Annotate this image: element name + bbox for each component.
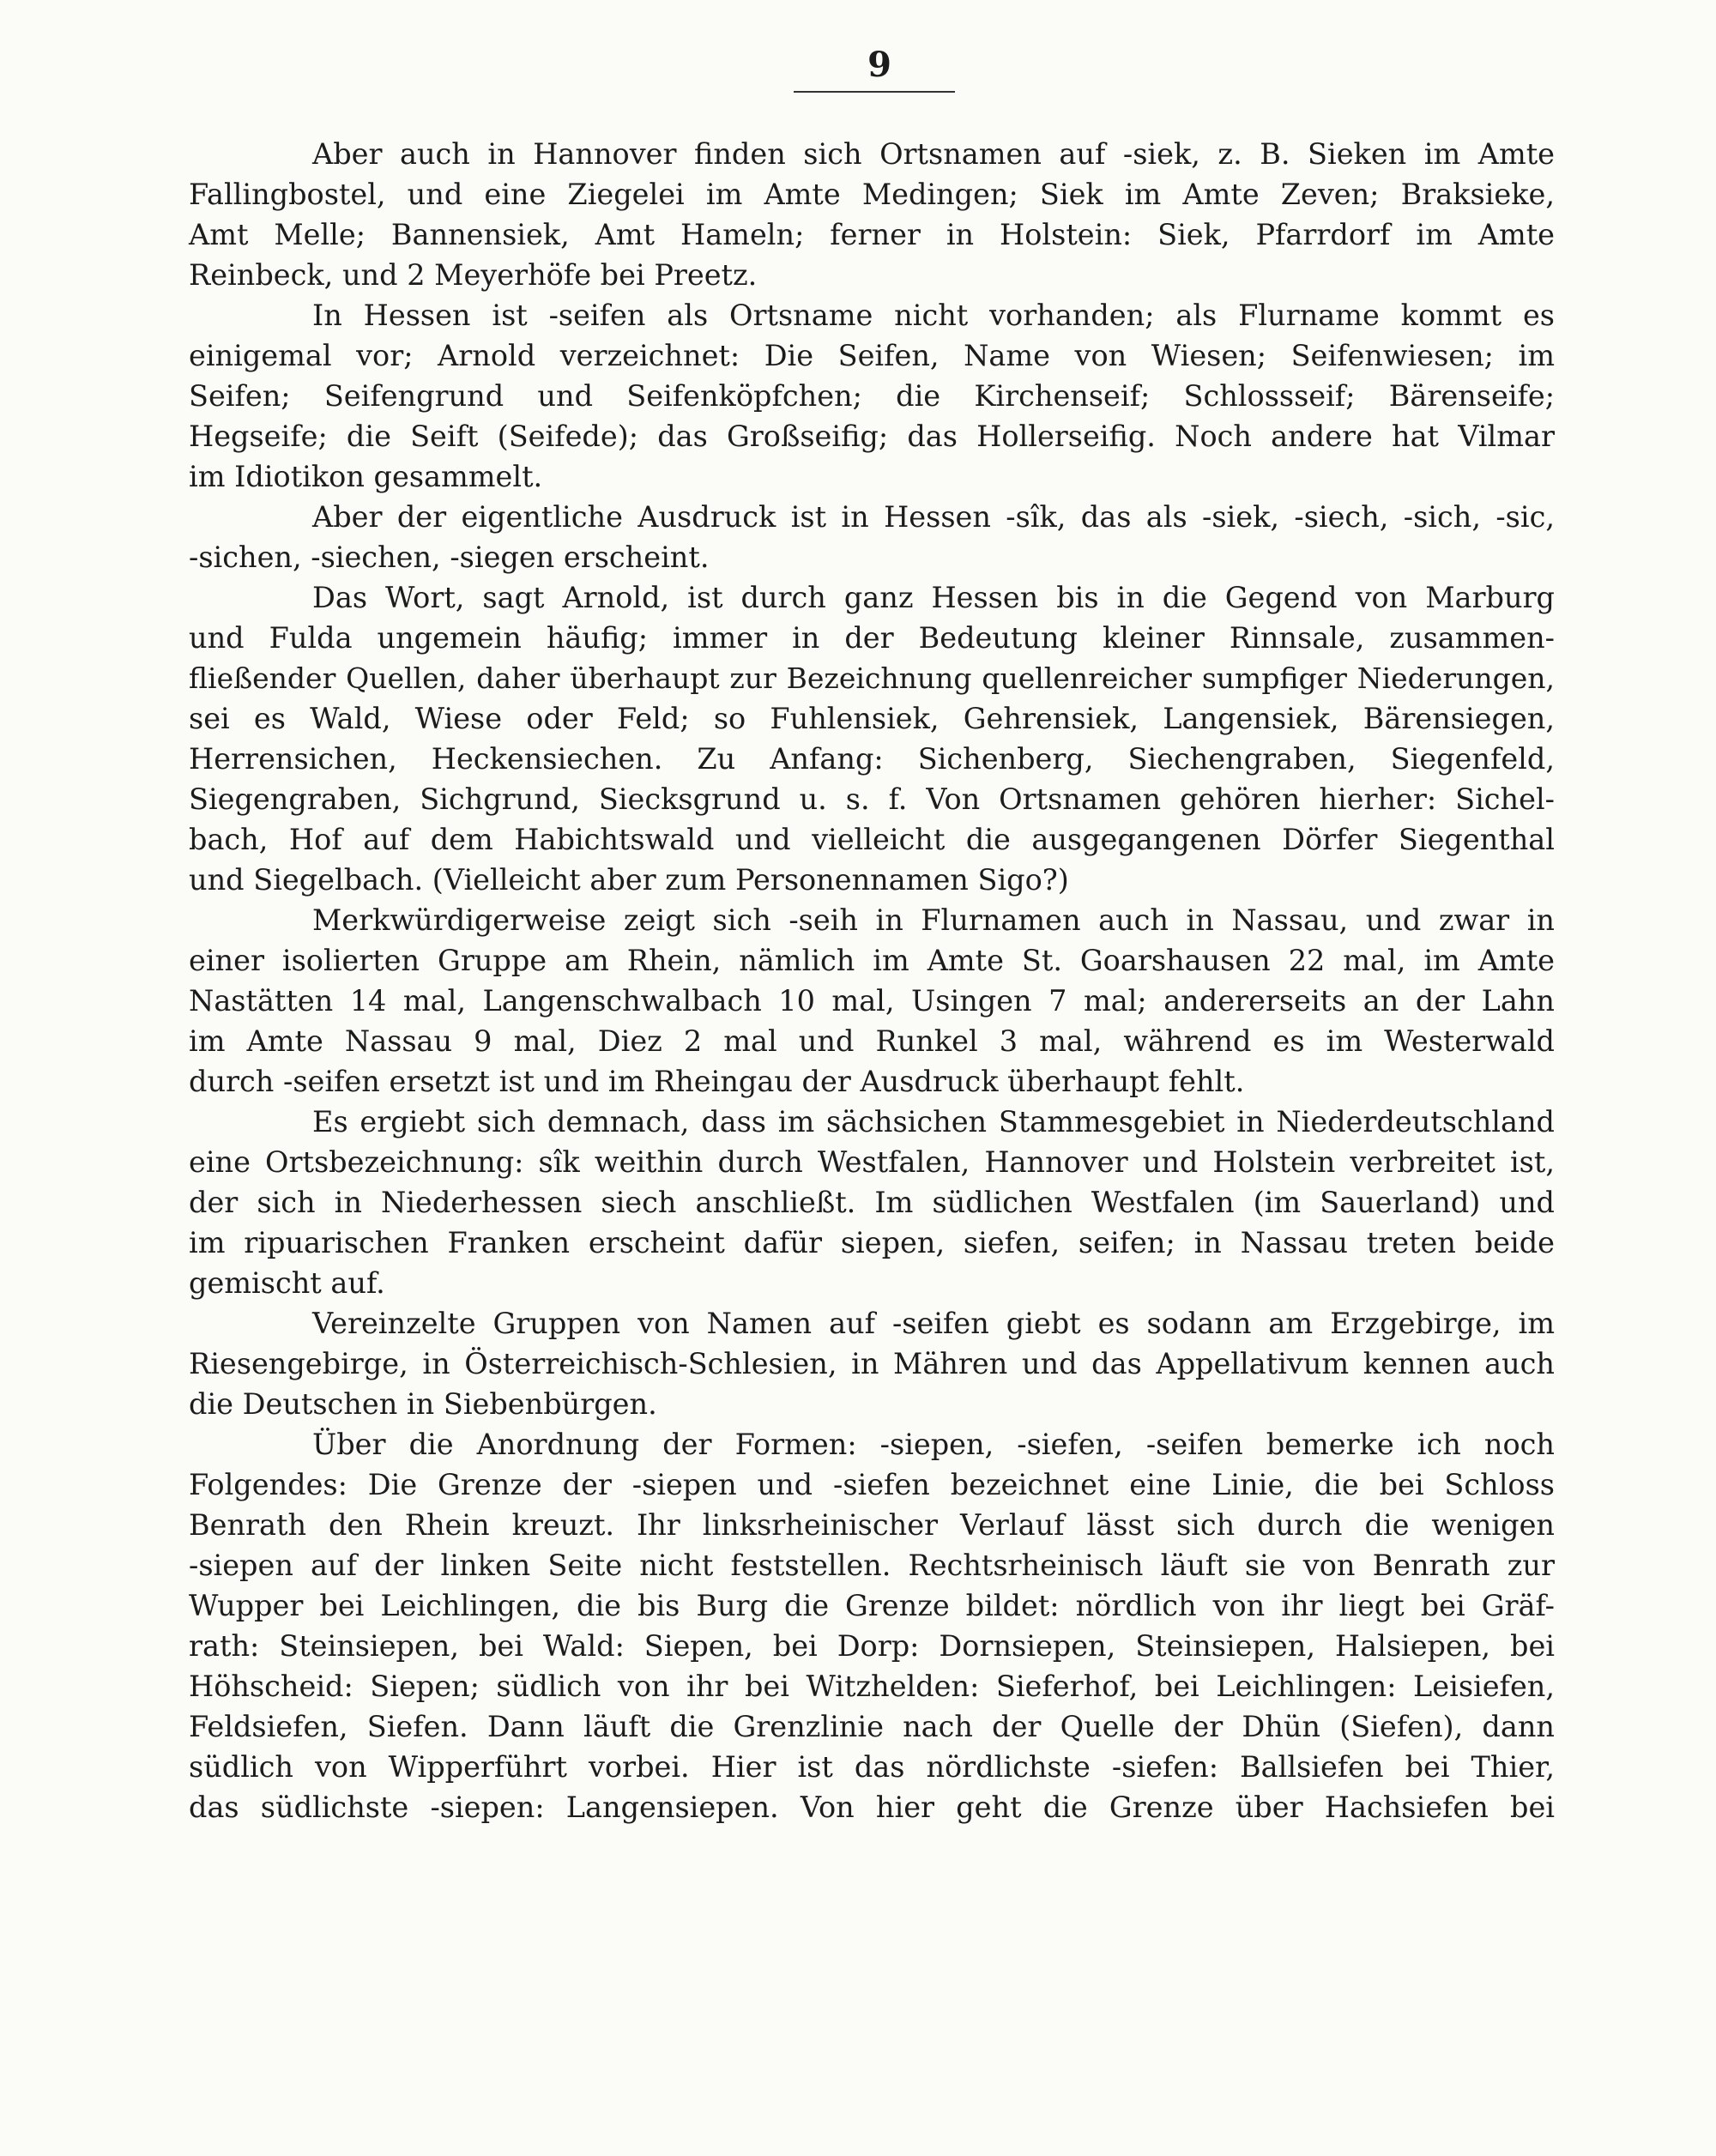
body-text <box>189 134 1555 1827</box>
text-line: Aber der eigentliche Ausdruck ist in Hessen -sîk, das als -siek, -siech, -sich, -sic, <box>312 500 1555 534</box>
text-line: Feldsiefen, Siefen. Dann läuft die Grenzlinie nach der Quelle der Dhün (Siefen), dann <box>189 1710 1555 1743</box>
text-line: südlich von Wipperführt vorbei. Hier ist das nördlichste -siefen: Ballsiefen bei Thier, <box>189 1750 1555 1784</box>
text-line: -sichen, -siechen, -siegen erscheint. <box>189 541 710 574</box>
text-line: der sich in Niederhessen siech anschließt. Im südlichen Westfalen (im Sauerland) und <box>189 1186 1555 1219</box>
text-line: Folgendes: Die Grenze der -siepen und -siefen bezeichnet eine Linie, die bei Schloss <box>189 1468 1555 1501</box>
text-line: Siegengraben, Sichgrund, Siecksgrund u. s. f. Von Ortsnamen gehören hierher: Sichel- <box>189 782 1555 816</box>
text-line: und Fulda ungemein häufig; immer in der Bedeutung kleiner Rinnsale, zusammen- <box>189 621 1555 655</box>
text-line: Seifen; Seifengrund und Seifenköpfchen; die Kirchenseif; Schlossseif; Bärenseife; <box>189 379 1555 413</box>
text-line: durch -seifen ersetzt ist und im Rheingau der Ausdruck überhaupt fehlt. <box>189 1065 1245 1098</box>
text-line: Es ergiebt sich demnach, dass im sächsichen Stammesgebiet in Niederdeutschland <box>312 1105 1555 1138</box>
text-line: im ripuarischen Franken erscheint dafür siepen, siefen, seifen; in Nassau treten beide <box>189 1226 1555 1259</box>
page-number: 9 <box>867 45 891 85</box>
text-line: das südlichste -siepen: Langensiepen. Von hier geht die Grenze über Hachsiefen bei <box>189 1791 1555 1824</box>
text-line: Merkwürdigerweise zeigt sich -seih in Flurnamen auch in Nassau, und zwar in <box>312 903 1555 937</box>
text-line: Das Wort, sagt Arnold, ist durch ganz Hessen bis in die Gegend von Marburg <box>312 581 1555 614</box>
text-line: -siepen auf der linken Seite nicht feststellen. Rechtsrheinisch läuft sie von Benrath zur <box>189 1549 1555 1582</box>
text-line: einer isolierten Gruppe am Rhein, nämlich im Amte St. Goarshausen 22 mal, im Amte <box>189 944 1555 977</box>
text-line: Aber auch in Hannover finden sich Ortsnamen auf -siek, z. B. Sieken im Amte <box>312 137 1555 171</box>
text-line: Fallingbostel, und eine Ziegelei im Amte Medingen; Siek im Amte Zeven; Braksieke, <box>189 178 1555 211</box>
text-line: einigemal vor; Arnold verzeichnet: Die Seifen, Name von Wiesen; Seifenwiesen; im <box>189 339 1555 372</box>
text-line: Hegseife; die Seift (Seifede); das Großseifig; das Hollerseifig. Noch andere hat Vilmar <box>189 420 1555 453</box>
text-line: und Siegelbach. (Vielleicht aber zum Personennamen Sigo?) <box>189 863 1069 897</box>
text-line: bach, Hof auf dem Habichtswald und vielleicht die ausgegangenen Dörfer Siegenthal <box>189 823 1555 856</box>
text-line: Reinbeck, und 2 Meyerhöfe bei Preetz. <box>189 258 758 292</box>
text-line: Über die Anordnung der Formen: -siepen, -siefen, -seifen bemerke ich noch <box>312 1428 1555 1461</box>
text-line: Benrath den Rhein kreuzt. Ihr linksrheinischer Verlauf lässt sich durch die wenigen <box>189 1508 1555 1542</box>
text-line: Höhscheid: Siepen; südlich von ihr bei Witzhelden: Sieferhof, bei Leichlingen: Leisiefen, <box>189 1670 1555 1703</box>
page-number-rule <box>794 91 955 93</box>
text-line: im Idiotikon gesammelt. <box>189 460 543 493</box>
text-line: rath: Steinsiepen, bei Wald: Siepen, bei Dorp: Dornsiepen, Steinsiepen, Halsiepen, bei <box>189 1629 1555 1663</box>
text-line: im Amte Nassau 9 mal, Diez 2 mal und Runkel 3 mal, während es im Westerwald <box>189 1024 1555 1058</box>
text-line: Riesengebirge, in Österreichisch-Schlesien, in Mähren und das Appellativum kennen auch <box>189 1347 1555 1380</box>
text-line: Amt Melle; Bannensiek, Amt Hameln; ferner in Holstein: Siek, Pfarrdorf im Amte <box>189 218 1555 251</box>
text-line: gemischt auf. <box>189 1266 385 1300</box>
text-line: Vereinzelte Gruppen von Namen auf -seifen giebt es sodann am Erzgebirge, im <box>312 1307 1555 1340</box>
text-line: Herrensichen, Heckensiechen. Zu Anfang: Sichenberg, Siechengraben, Siegenfeld, <box>189 742 1555 776</box>
text-line: sei es Wald, Wiese oder Feld; so Fuhlensiek, Gehrensiek, Langensiek, Bärensiegen, <box>189 702 1555 735</box>
text-line: die Deutschen in Siebenbürgen. <box>189 1387 657 1421</box>
text-line: eine Ortsbezeichnung: sîk weithin durch Westfalen, Hannover und Holstein verbreitet ist, <box>189 1145 1555 1179</box>
text-line: fließender Quellen, daher überhaupt zur Bezeichnung quellenreicher sumpfiger Niederungen, <box>189 661 1555 695</box>
text-line: Nastätten 14 mal, Langenschwalbach 10 mal, Usingen 7 mal; andererseits an der Lahn <box>189 984 1555 1018</box>
text-line: Wupper bei Leichlingen, die bis Burg die Grenze bildet: nördlich von ihr liegt bei Gräf- <box>189 1589 1555 1622</box>
text-line: In Hessen ist -seifen als Ortsname nicht vorhanden; als Flurname kommt es <box>312 299 1555 332</box>
